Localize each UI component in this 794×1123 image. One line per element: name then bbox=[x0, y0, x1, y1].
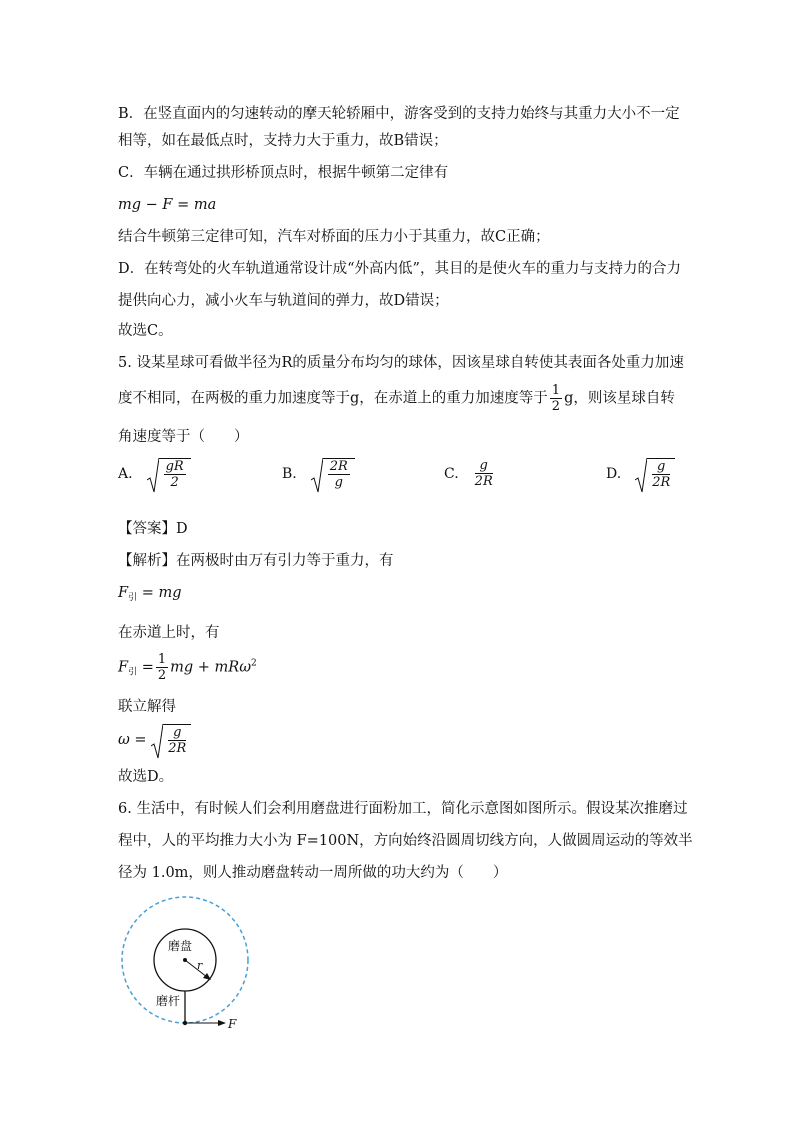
option-label: D. bbox=[606, 466, 622, 482]
omega-num: g bbox=[168, 725, 186, 741]
answer-line bbox=[118, 519, 188, 539]
fraction-den: 2 bbox=[157, 668, 167, 683]
fraction-num: 1 bbox=[551, 383, 561, 398]
option-num: g bbox=[475, 458, 493, 474]
question-5-line-1: 5. 设某星球可看做半径为R的质量分布均匀的球体，因该星球自转使其表面各处重力加速 bbox=[118, 355, 684, 371]
option-den: 2R bbox=[652, 475, 671, 490]
eq2-rest: mg + mRω bbox=[170, 659, 252, 676]
equator-line: 在赤道上时，有 bbox=[118, 625, 220, 641]
fraction-den: 2 bbox=[551, 399, 561, 414]
choice-c: 故选C。 bbox=[118, 323, 173, 339]
equation-gravity-pole bbox=[118, 583, 181, 608]
millstone-figure bbox=[110, 890, 270, 1035]
radius-arrow-icon bbox=[203, 973, 211, 980]
force-arrow-icon bbox=[218, 1020, 226, 1026]
option-label: B. bbox=[282, 466, 297, 482]
equation-omega bbox=[118, 724, 191, 756]
option-den: 2 bbox=[170, 475, 179, 490]
radical-sign-icon bbox=[151, 724, 163, 760]
equation-gravity-equator bbox=[118, 652, 257, 683]
answer-tag: 【答案】 bbox=[118, 521, 176, 537]
answer-value: D bbox=[176, 521, 188, 537]
q5-text-b: g，则该星球自转 bbox=[564, 390, 675, 407]
option-num: 2R bbox=[329, 459, 348, 474]
option-c[interactable] bbox=[444, 458, 495, 489]
eq2-eq: = bbox=[141, 659, 154, 676]
question-6-line-1: 6. 生活中，有时候人们会利用磨盘进行面粉加工，简化示意图如图所示。假设某次推磨过 bbox=[118, 801, 688, 817]
line-d2: 提供向心力，减小火车与轨道间的弹力，故D错误； bbox=[118, 293, 449, 309]
question-5-line-3: 角速度等于（ ） bbox=[118, 429, 249, 445]
fraction-expression bbox=[475, 458, 493, 489]
line-c1: C．车辆在通过拱形桥顶点时，根据牛顿第二定律有 bbox=[118, 165, 449, 181]
question-5-line-2 bbox=[118, 383, 675, 414]
line-b1: B．在竖直面内的匀速转动的摩天轮轿厢中，游客受到的支持力始终与其重力大小不一定 bbox=[118, 106, 680, 122]
omega-lhs: ω = bbox=[118, 732, 147, 748]
eq1-lhs: F bbox=[118, 585, 129, 601]
analysis-text: 在两极时由万有引力等于重力，有 bbox=[176, 553, 394, 569]
option-den: 2R bbox=[474, 474, 493, 489]
fraction-half bbox=[550, 383, 562, 414]
analysis-tag: 【解析】 bbox=[118, 553, 176, 569]
option-num: g bbox=[652, 459, 670, 475]
eq2-lhs: F bbox=[118, 659, 129, 676]
option-label: A. bbox=[118, 466, 133, 482]
sqrt-expression bbox=[147, 458, 191, 490]
sqrt-expression bbox=[635, 458, 675, 490]
eq2-sub: 引 bbox=[128, 667, 138, 678]
option-b[interactable] bbox=[282, 458, 355, 490]
rod-label: 磨杆 bbox=[156, 994, 181, 1008]
radical-sign-icon bbox=[635, 458, 647, 494]
line-b2: 相等，如在最低点时，支持力大于重力，故B错误； bbox=[118, 133, 448, 149]
analysis-line bbox=[118, 551, 394, 571]
question-6-line-3: 径为 1.0m，则人推动磨盘转动一周所做的功大约为（ ） bbox=[118, 865, 508, 881]
option-num: gR bbox=[165, 459, 184, 474]
option-label: C. bbox=[444, 465, 459, 482]
radical-sign-icon bbox=[311, 458, 323, 494]
radical-sign-icon bbox=[147, 458, 159, 494]
sqrt-expression bbox=[311, 458, 355, 490]
line-c2: 结合牛顿第三定律可知，汽车对桥面的压力小于其重力，故C正确； bbox=[118, 229, 550, 245]
disk-label: 磨盘 bbox=[168, 939, 193, 953]
force-label: F bbox=[228, 1017, 237, 1031]
equation-newton: mg − F = ma bbox=[118, 197, 217, 213]
radius-line bbox=[185, 960, 207, 977]
choice-d: 故选D。 bbox=[118, 769, 174, 785]
option-d[interactable] bbox=[606, 458, 675, 490]
fraction-half bbox=[156, 652, 168, 683]
option-den: g bbox=[334, 475, 343, 490]
fraction-num: 1 bbox=[157, 652, 167, 667]
eq1-rhs: = mg bbox=[141, 585, 182, 601]
sqrt-expression bbox=[151, 724, 191, 756]
q5-text-a: 度不相同，在两极的重力加速度等于g，在赤道上的重力加速度等于 bbox=[118, 390, 548, 407]
eq1-sub: 引 bbox=[128, 593, 138, 603]
question-6-line-2: 程中，人的平均推力大小为 F=100N，方向始终沿圆周切线方向，人做圆周运动的等效半 bbox=[118, 833, 693, 849]
radius-label: r bbox=[197, 959, 203, 972]
option-a[interactable] bbox=[118, 458, 191, 490]
combine-line: 联立解得 bbox=[118, 699, 176, 715]
omega-den: 2R bbox=[168, 741, 187, 756]
eq2-sup: 2 bbox=[251, 658, 257, 669]
line-d1: D．在转弯处的火车轨道通常设计成“外高内低”，其目的是使火车的重力与支持力的合力 bbox=[118, 261, 681, 277]
